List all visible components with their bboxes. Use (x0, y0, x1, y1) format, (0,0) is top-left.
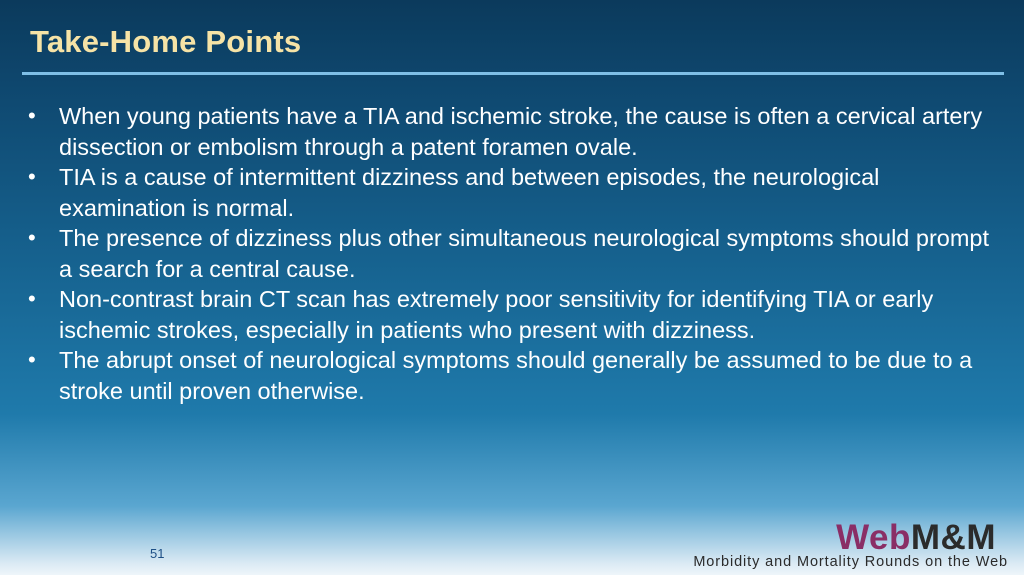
bullet-item (28, 284, 998, 345)
bullet-list (28, 101, 998, 406)
bullet-text: TIA is a cause of intermittent dizziness and between episodes, the neurological examination is normal. (59, 164, 880, 221)
bullet-dot-icon: • (28, 347, 36, 372)
webmm-logo (656, 518, 1008, 570)
bullet-dot-icon: • (28, 164, 36, 189)
page-number: 51 (150, 546, 165, 561)
logo-tagline: Morbidity and Mortality Rounds on the Web (693, 554, 1008, 570)
bullet-dot-icon: • (28, 103, 36, 128)
bullet-item (28, 223, 998, 284)
logo-mm-text: M&M (910, 518, 996, 557)
bullet-dot-icon: • (28, 225, 36, 250)
bullet-text: When young patients have a TIA and ischemic stroke, the cause is often a cervical artery dissection or embolism through a patent foramen ovale. (59, 103, 983, 160)
bullet-text: The presence of dizziness plus other simultaneous neurological symptoms should prompt a search for a central cause. (59, 225, 990, 282)
logo-wordmark (836, 518, 996, 558)
bullet-text: Non-contrast brain CT scan has extremely poor sensitivity for identifying TIA or early ischemic strokes, especially in patients who present with dizziness. (59, 286, 934, 343)
logo-web-text: Web (836, 518, 911, 557)
bullet-text: The abrupt onset of neurological symptoms should generally be assumed to be due to a stroke until proven otherwise. (59, 347, 973, 404)
bullet-item (28, 101, 998, 162)
slide-title: Take-Home Points (30, 24, 302, 59)
bullet-dot-icon: • (28, 286, 36, 311)
bullet-item (28, 345, 998, 406)
title-divider (22, 72, 1004, 75)
bullet-item (28, 162, 998, 223)
